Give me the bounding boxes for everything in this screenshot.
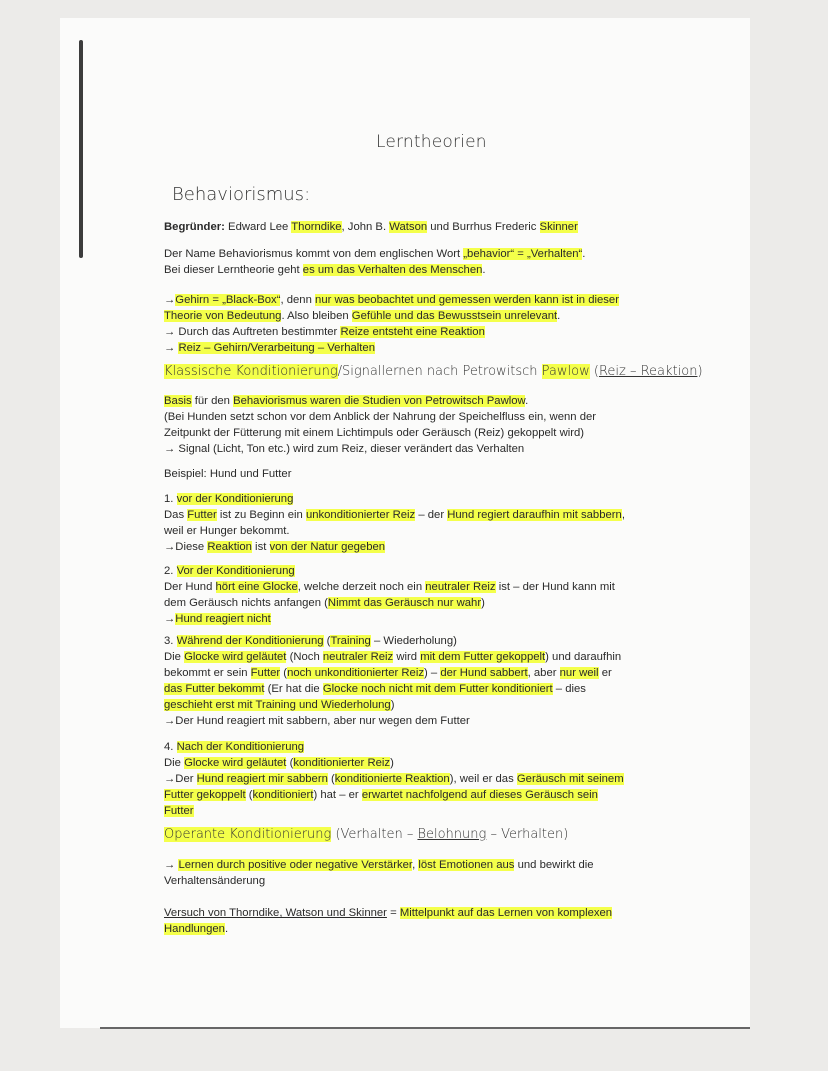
text: – Wiederholung) xyxy=(370,635,457,647)
founders-line xyxy=(164,219,684,235)
text: . xyxy=(224,923,229,935)
text: /Signallernen nach Petrowitsch xyxy=(337,364,542,379)
highlight: Klassische Konditionierung xyxy=(164,364,338,379)
step-3 xyxy=(164,633,684,729)
step-2 xyxy=(164,563,684,627)
text: (Bei Hunden setzt schon vor dem Anblick der Nahrung der Speichelfluss ein, wenn der xyxy=(164,411,597,423)
highlight: noch unkonditionierter Reiz xyxy=(287,667,424,679)
highlight: Hund reagiert mir sabbern xyxy=(196,773,328,785)
highlight: Operante Konditionierung xyxy=(164,827,332,842)
text: ) xyxy=(697,364,703,379)
text: Edward Lee xyxy=(228,221,292,233)
highlight: Reiz – Gehirn/Verarbeitung – Verhalten xyxy=(178,342,376,354)
highlight: Thorndike xyxy=(291,221,342,233)
text: Zeitpunkt der Fütterung mit einem Lichtimpuls oder Geräusch (Reiz) gekoppelt wird) xyxy=(164,427,585,439)
step-number: 4. xyxy=(164,741,177,753)
highlight: konditionierter Reiz xyxy=(293,757,391,769)
text: →Der Hund reagiert mit sabbern, aber nur wegen dem Futter xyxy=(164,715,470,727)
highlight: Futter xyxy=(250,667,281,679)
text: ( xyxy=(323,635,331,647)
highlight: vor der Konditionierung xyxy=(176,493,294,505)
text: ) xyxy=(481,597,485,609)
text: . xyxy=(582,248,586,260)
highlight: Watson xyxy=(389,221,428,233)
text: → Durch das Auftreten bestimmter xyxy=(164,326,341,338)
highlight: Skinner xyxy=(539,221,578,233)
highlight: Hund regiert daraufhin mit sabbern xyxy=(447,509,622,521)
highlight: konditioniert xyxy=(252,789,314,801)
arrow-icon: → xyxy=(164,613,176,625)
highlight: erwartet nachfolgend auf dieses Geräusch sein xyxy=(361,789,598,801)
text: , aber xyxy=(527,667,560,679)
highlight: es um das Verhalten des Menschen xyxy=(302,264,483,276)
highlight: hört eine Glocke xyxy=(215,581,298,593)
experiment-paragraph xyxy=(164,905,684,937)
text: , denn xyxy=(280,294,316,306)
example-line xyxy=(164,466,684,482)
highlight: Gehirn = „Black-Box“ xyxy=(175,294,281,306)
text: ( xyxy=(589,364,599,379)
text: Beispiel: Hund und Futter xyxy=(164,468,292,480)
text: → xyxy=(164,859,179,871)
highlight: Vor der Konditionierung xyxy=(176,565,295,577)
highlight: neutraler Reiz xyxy=(322,651,394,663)
highlight: Geräusch mit seinem xyxy=(516,773,624,785)
text: Verhaltensänderung xyxy=(164,875,266,887)
text: ist zu Beginn ein xyxy=(216,509,306,521)
highlight: Handlungen xyxy=(164,923,225,935)
step-4 xyxy=(164,739,684,819)
text: – dies xyxy=(552,683,586,695)
text: . xyxy=(557,310,561,322)
highlight: Gefühle und das Bewusstsein unrelevant xyxy=(351,310,558,322)
text: Der Hund xyxy=(164,581,216,593)
text: → xyxy=(164,342,179,354)
text: ist xyxy=(251,541,270,553)
text: = xyxy=(386,907,400,919)
founders-label: Begründer: xyxy=(164,221,225,233)
highlight: konditionierte Reaktion xyxy=(334,773,450,785)
text: Der Name Behaviorismus kommt von dem englischen Wort xyxy=(164,248,464,260)
text: ist – der Hund kann mit xyxy=(495,581,615,593)
highlight: geschieht erst mit Training und Wiederholung xyxy=(164,699,391,711)
highlight: Nach der Konditionierung xyxy=(176,741,305,753)
operant-conditioning-heading xyxy=(164,827,724,843)
highlight: Glocke wird geläutet xyxy=(184,651,287,663)
text: Das xyxy=(164,509,188,521)
highlight: Theorie von Bedeutung xyxy=(164,310,282,322)
classical-basis-paragraph xyxy=(164,393,684,457)
binder-mark xyxy=(79,40,83,258)
highlight: Reize entsteht eine Reaktion xyxy=(340,326,485,338)
text: Bei dieser Lerntheorie geht xyxy=(164,264,303,276)
highlight: Lernen durch positive oder negative Verstärker xyxy=(178,859,413,871)
text: →Der xyxy=(164,773,197,785)
highlight: von der Natur gegeben xyxy=(269,541,386,553)
highlight: Basis xyxy=(164,395,192,407)
highlight: nur weil xyxy=(559,667,599,679)
underlined-text: Versuch von Thorndike, Watson und Skinner xyxy=(164,907,387,919)
highlight: Pawlow xyxy=(541,364,590,379)
text: →Diese xyxy=(164,541,208,553)
text: dem Geräusch nichts anfangen ( xyxy=(164,597,328,609)
text: → Signal (Licht, Ton etc.) wird zum Reiz, dieser verändert das Verhalten xyxy=(164,443,525,455)
highlight: unkonditionierter Reiz xyxy=(305,509,416,521)
text: . xyxy=(525,395,529,407)
classical-conditioning-heading xyxy=(164,364,724,380)
text: ( xyxy=(245,789,253,801)
text: bekommt er sein xyxy=(164,667,251,679)
text: – Verhalten) xyxy=(486,827,569,842)
underlined-text: Reiz – Reaktion xyxy=(598,364,698,379)
text: ) xyxy=(390,699,395,711)
highlight: Nimmt das Geräusch nur wahr xyxy=(327,597,482,609)
highlight: das Futter bekommt xyxy=(164,683,265,695)
highlight: Futter xyxy=(164,805,194,817)
text: (Noch xyxy=(286,651,323,663)
text: ), weil er das xyxy=(449,773,517,785)
highlight: Futter gekoppelt xyxy=(164,789,246,801)
highlight: Während der Konditionierung xyxy=(176,635,324,647)
text: Die xyxy=(164,757,185,769)
highlight: der Hund sabbert xyxy=(440,667,528,679)
text: ( xyxy=(327,773,335,785)
text: und Burrhus Frederic xyxy=(427,221,540,233)
page-edge-line xyxy=(100,1027,750,1029)
text: ( xyxy=(280,667,288,679)
text: ) – xyxy=(423,667,441,679)
text: , welche derzeit noch ein xyxy=(297,581,426,593)
highlight: nur was beobachtet und gemessen werden kann ist in dieser xyxy=(315,294,619,306)
text: , xyxy=(412,859,419,871)
step-number: 3. xyxy=(164,635,177,647)
text: ( xyxy=(286,757,294,769)
text: Die xyxy=(164,651,185,663)
text: (Er hat die xyxy=(264,683,323,695)
text: . xyxy=(482,264,486,276)
text: ) und daraufhin xyxy=(545,651,622,663)
highlight: Training xyxy=(330,635,371,647)
highlight: Futter xyxy=(187,509,217,521)
text: , xyxy=(621,509,625,521)
text: ) hat – er xyxy=(313,789,362,801)
black-box-paragraph xyxy=(164,292,684,356)
text: (Verhalten – xyxy=(331,827,418,842)
step-1 xyxy=(164,491,684,555)
text: er xyxy=(598,667,612,679)
text: und bewirkt die xyxy=(514,859,594,871)
highlight: löst Emotionen aus xyxy=(418,859,515,871)
text: ) xyxy=(390,757,394,769)
operant-paragraph xyxy=(164,857,684,889)
underlined-text: Belohnung xyxy=(417,827,487,842)
highlight: Glocke noch nicht mit dem Futter konditioniert xyxy=(322,683,553,695)
text: für den xyxy=(191,395,234,407)
highlight: Hund reagiert nicht xyxy=(175,613,271,625)
text: – der xyxy=(415,509,448,521)
text: . Also bleiben xyxy=(281,310,352,322)
page-title: Lerntheorien xyxy=(376,132,487,152)
text: wird xyxy=(393,651,421,663)
highlight: mit dem Futter gekoppelt xyxy=(420,651,546,663)
text: , John B. xyxy=(341,221,390,233)
arrow-icon: → xyxy=(164,294,176,306)
step-number: 2. xyxy=(164,565,177,577)
highlight: neutraler Reiz xyxy=(425,581,496,593)
highlight: Mittelpunkt auf das Lernen von komplexen xyxy=(399,907,613,919)
highlight: „behavior“ = „Verhalten“ xyxy=(463,248,583,260)
highlight: Behaviorismus waren die Studien von Petrowitsch Pawlow xyxy=(233,395,526,407)
highlight: Glocke wird geläutet xyxy=(184,757,287,769)
highlight: Reaktion xyxy=(207,541,252,553)
step-number: 1. xyxy=(164,493,177,505)
section-heading-behaviorismus: Behaviorismus: xyxy=(172,184,311,205)
text: weil er Hunger bekommt. xyxy=(164,525,290,537)
intro-paragraph xyxy=(164,246,684,278)
